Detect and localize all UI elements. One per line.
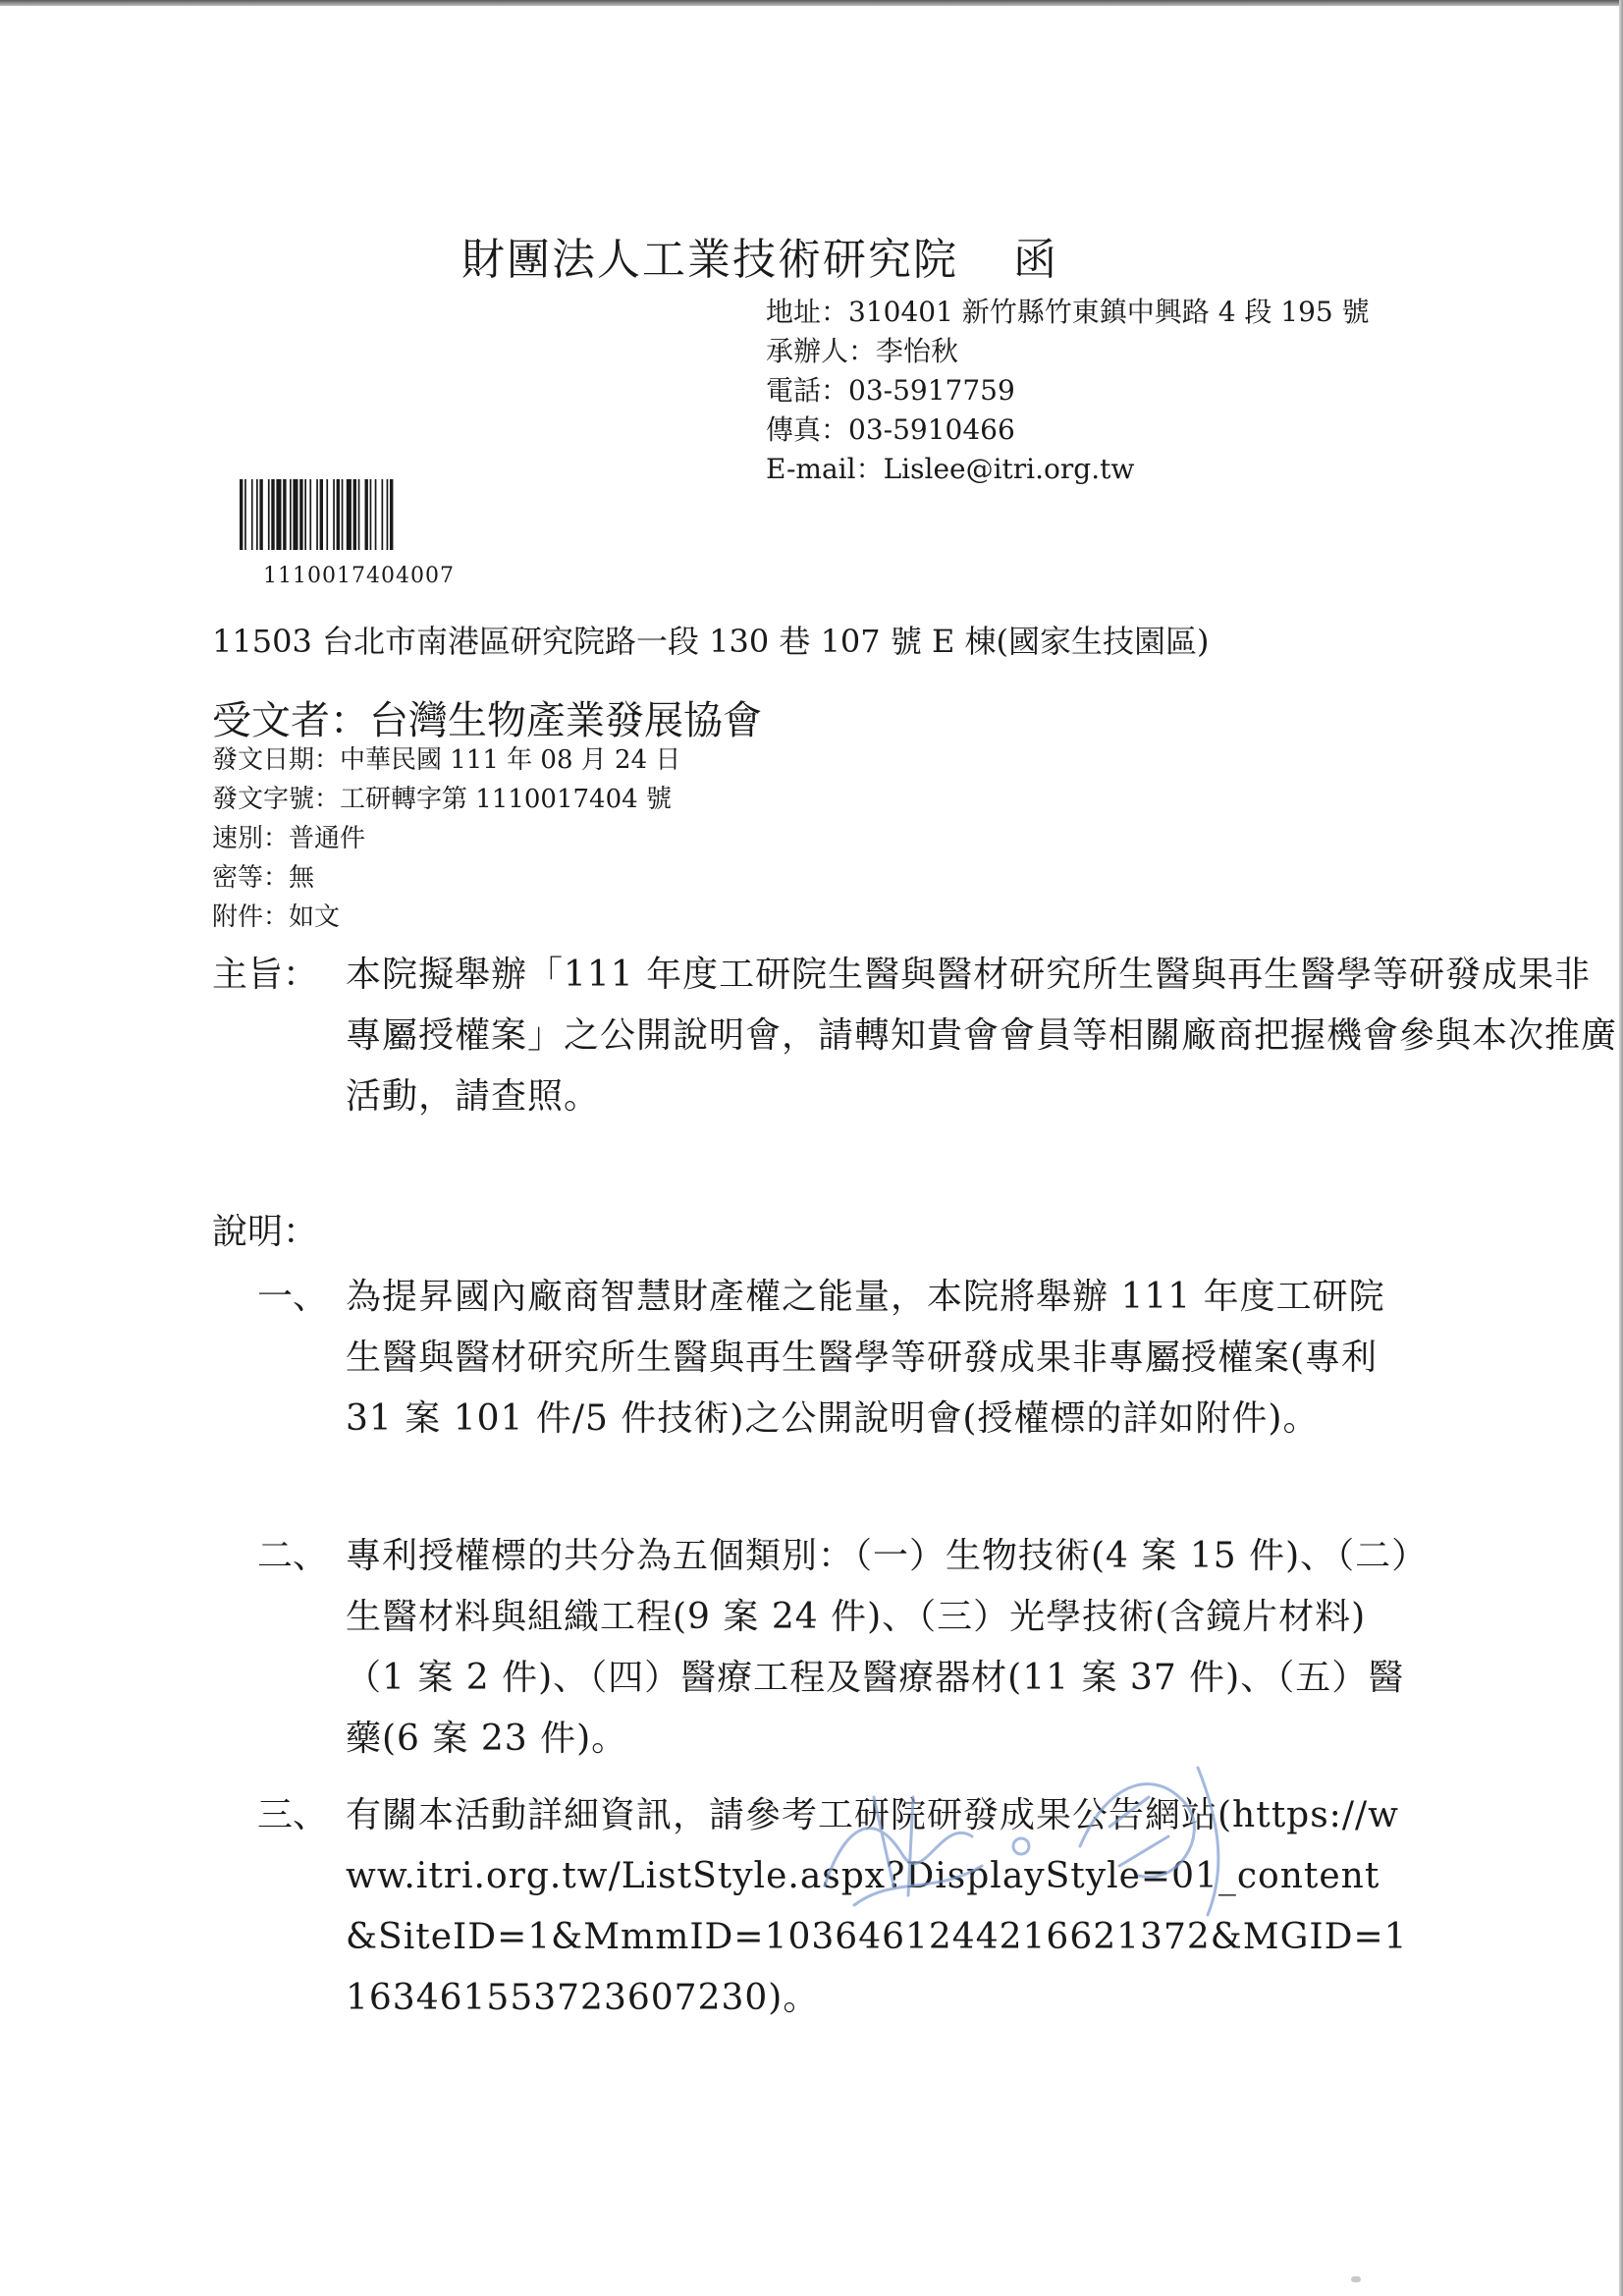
contact-email: E-mail：Lislee@itri.org.tw [766,453,1135,485]
attachment: 附件：如文 [212,902,341,932]
security-level: 密等：無 [212,863,315,893]
barcode-icon [240,479,475,550]
item-text: 為提昇國內廠商智慧財產權之能量，本院將舉辦 111 年度工研院生醫與醫材研究所生醫與再生醫學等研發成果非專屬授權案(專利 31 案 101 件/5 件技術)之公開說明會(授權標的詳如附件)。 [346,1277,1385,1439]
letter-title [461,224,1058,287]
item-text: 有關本活動詳細資訊，請參考工研院研發成果公告網站(https://www.itri.org.tw/ListStyle.aspx?DisplayStyle=01_content&SiteID=1&MmmID=1036461244216621372&MGID=1163461553723607230)。 [346,1795,1408,2018]
item-number: 三、 [257,1795,329,1835]
subject-label: 主旨： [212,955,319,995]
item-text: 專利授權標的共分為五個類別：（一）生物技術(4 案 15 件)、（二）生醫材料與組織工程(9 案 24 件)、（三）光學技術(含鏡片材料)（1 案 2 件)、（四）醫療工程及醫療器材(11 案 37 件)、（五）醫藥(6 案 23 件)。 [346,1536,1411,1759]
scan-edge-right [1619,0,1623,2296]
recipient: 受文者：台灣生物產業發展協會 [212,698,762,743]
contact-fax: 傳真：03-5910466 [766,413,1015,446]
document-number: 發文字號：工研轉字第 1110017404 號 [212,785,672,814]
item-number: 二、 [257,1536,329,1576]
urgency: 速別：普通件 [212,824,366,853]
subject-text: 本院擬舉辦「111 年度工研院生醫與醫材研究所生醫與再生醫學等研發成果非專屬授權案」之公開說明會，請轉知貴會會員等相關廠商把握機會參與本次推廣活動，請查照。 [346,955,1618,1117]
contact-person: 承辦人：李怡秋 [766,335,959,367]
contact-block [766,293,1370,489]
item-number: 一、 [257,1277,329,1317]
handwritten-stamp-icon [785,1738,1296,1935]
scan-edge-top [0,0,1623,6]
contact-address: 地址：310401 新竹縣竹東鎮中興路 4 段 195 號 [766,296,1370,328]
document-meta [212,740,680,937]
contact-phone: 電話：03-5917759 [766,374,1015,407]
document-kind: 函 [1013,235,1058,285]
recipient-address: 11503 台北市南港區研究院路一段 130 巷 107 號 E 棟(國家生技園區) [212,623,1210,660]
explanation-label: 說明： [212,1212,319,1252]
issue-date: 發文日期：中華民國 111 年 08 月 24 日 [212,745,681,775]
organization-name: 財團法人工業技術研究院 [461,235,958,285]
scan-speck [1351,2276,1361,2282]
barcode-number: 1110017404007 [263,564,455,588]
